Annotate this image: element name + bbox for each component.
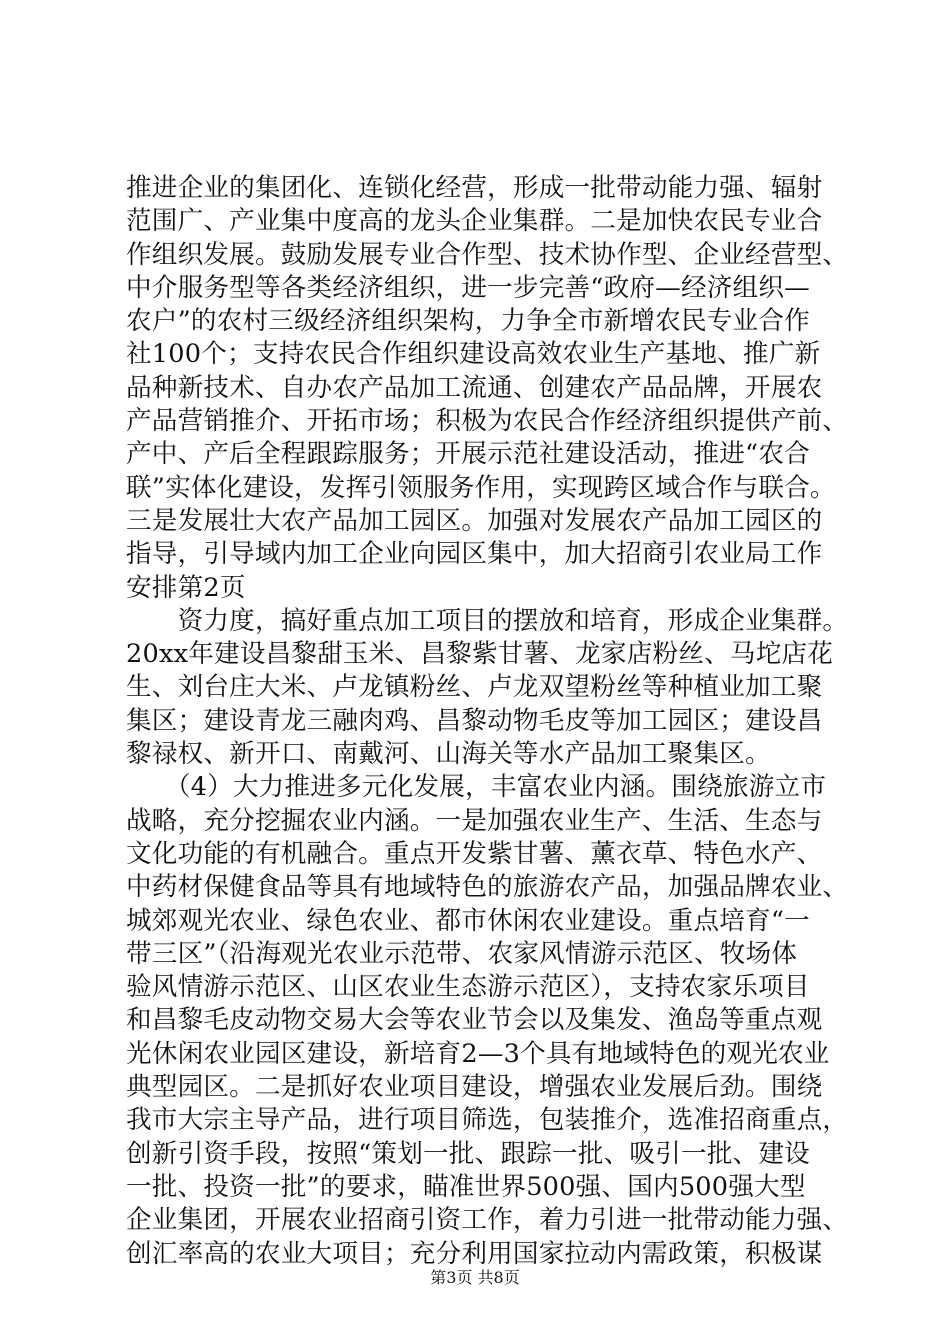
text-line: 中介服务型等各类经济组织，进一步完善“政府—经济组织—	[126, 272, 810, 303]
text-line: 指导，引导域内加工企业向园区集中，加大招商引农业局工作	[126, 539, 823, 570]
page-footer: 第3页 共8页	[430, 1268, 520, 1287]
text-line: 农户”的农村三级经济组织架构，力争全市新增农民专业合作	[126, 306, 810, 337]
text-line: （4）大力推进多元化发展，丰富农业内涵。围绕旅游立市	[126, 772, 827, 803]
text-line: 我市大宗主导产品，进行项目筛选，包装推介，选准招商重点，	[126, 1105, 849, 1136]
text-line: 城郊观光农业、绿色农业、都市休闲农业建设。重点培育“一	[126, 905, 810, 936]
text-line: 文化功能的有机融合。重点开发紫甘薯、薰衣草、特色水产、	[126, 838, 823, 869]
text-line: 企业集团，开展农业招商引资工作，着力引进一批带动能力强、	[126, 1205, 849, 1236]
text-line: 典型园区。二是抓好农业项目建设，增强农业发展后劲。围绕	[126, 1072, 823, 1103]
text-line: 黎禄权、新开口、南戴河、山海关等水产品加工聚集区。	[126, 739, 771, 770]
text-line: 产中、产后全程跟踪服务；开展示范社建设活动，推进“农合	[126, 439, 810, 470]
text-line: 创汇率高的农业大项目；充分利用国家拉动内需政策，积极谋	[126, 1238, 823, 1269]
text-line: 光休闲农业园区建设，新培育2—3个具有地域特色的观光农业	[126, 1038, 830, 1069]
text-line: 验风情游示范区、山区农业生态游示范区），支持农家乐项目	[126, 972, 810, 1003]
text-line: 生、刘台庄大米、卢龙镇粉丝、卢龙双望粉丝等种植业加工聚	[126, 672, 823, 703]
text-line: 范围广、产业集中度高的龙头企业集群。二是加快农民专业合	[126, 206, 823, 237]
text-line: 战略，充分挖掘农业内涵。一是加强农业生产、生活、生态与	[126, 805, 823, 836]
text-line: 社100个；支持农民合作组织建设高效农业生产基地、推广新	[126, 339, 821, 370]
text-line: 带三区”（沿海观光农业示范带、农家风情游示范区、牧场体	[126, 938, 798, 969]
text-line: 推进企业的集团化、连锁化经营，形成一批带动能力强、辐射	[126, 173, 823, 203]
text-line: 一批、投资一批”的要求，瞄准世界500强、国内500强大型	[126, 1171, 806, 1202]
text-line: 联”实体化建设，发挥引领服务作用，实现跨区域合作与联合。	[126, 472, 836, 503]
document-body	[126, 172, 849, 1271]
text-line: 20xx年建设昌黎甜玉米、昌黎紫甘薯、龙家店粉丝、马坨店花	[126, 639, 834, 670]
text-line: 资力度，搞好重点加工项目的摆放和培育，形成企业集群。	[126, 605, 849, 636]
text-line: 创新引资手段，按照“策划一批、跟踪一批、吸引一批、建设	[126, 1138, 810, 1169]
text-line: 集区；建设青龙三融肉鸡、昌黎动物毛皮等加工园区；建设昌	[126, 705, 823, 736]
text-line: 作组织发展。鼓励发展专业合作型、技术协作型、企业经营型、	[126, 239, 849, 270]
text-line: 三是发展壮大农产品加工园区。加强对发展农产品加工园区的	[126, 505, 823, 536]
text-line: 品种新技术、自办农产品加工流通、创建农产品品牌，开展农	[126, 372, 823, 403]
text-line: 安排第2页	[126, 572, 246, 603]
text-line: 中药材保健食品等具有地域特色的旅游农产品，加强品牌农业、	[126, 872, 849, 903]
text-line: 产品营销推介、开拓市场；积极为农民合作经济组织提供产前、	[126, 406, 849, 437]
text-line: 和昌黎毛皮动物交易大会等农业节会以及集发、渔岛等重点观	[126, 1005, 823, 1036]
